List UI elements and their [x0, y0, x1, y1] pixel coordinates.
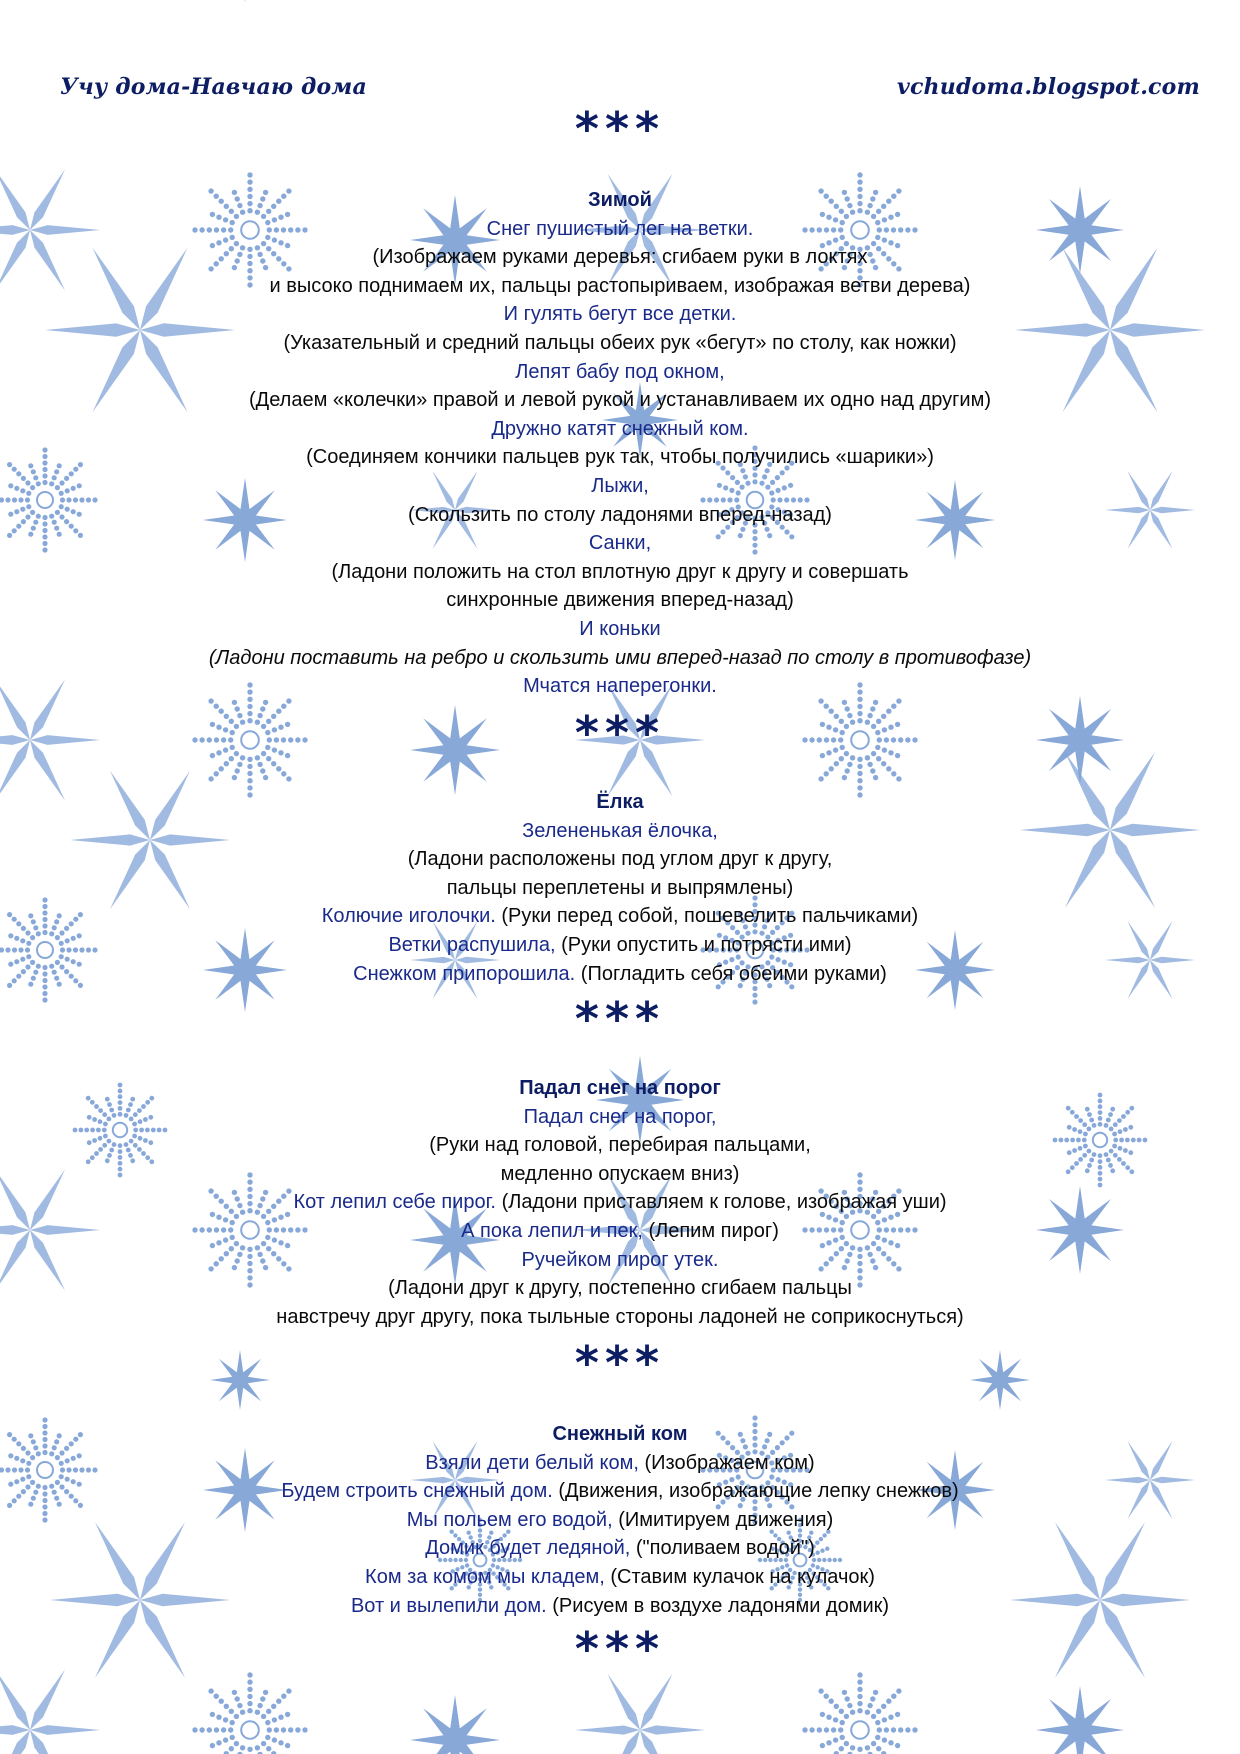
poem-title: Зимой: [588, 189, 652, 211]
verse-text: Лепят бабу под окном,: [515, 360, 725, 383]
poem-line: [0, 1160, 1240, 1189]
verse-text: Будем строить снежный дом.: [281, 1480, 559, 1503]
poem-line: [0, 1103, 1240, 1132]
poem-line: [0, 558, 1240, 587]
action-instruction: (Скользить по столу ладонями вперед-назад): [408, 503, 832, 526]
action-instruction: (Ставим кулачок на кулачок): [610, 1565, 875, 1588]
poem-line: [0, 874, 1240, 903]
verse-text: Кот лепил себе пирог.: [293, 1191, 502, 1214]
poem-title: Падал снег на порог: [519, 1077, 721, 1099]
poem-line: [0, 1274, 1240, 1303]
action-instruction: (Ладони приставляем к голове, изображая уши): [501, 1191, 947, 1214]
poem-title: Снежный ком: [552, 1423, 688, 1445]
verse-text: Колючие иголочки.: [321, 905, 502, 928]
action-instruction: (Ладони друг к другу, постепенно сгибаем пальцы: [388, 1277, 852, 1300]
verse-text: Ветки распушила,: [388, 933, 562, 956]
poem-line: [0, 1592, 1240, 1621]
poem-line: [0, 329, 1240, 358]
poem-line: [0, 443, 1240, 472]
action-instruction: и высоко поднимаем их, пальцы растопыриваем, изображая ветви дерева): [269, 274, 971, 297]
action-instruction: ("поливаем водой"): [635, 1537, 815, 1560]
action-instruction: (Ладони поставить на ребро и скользить ими вперед-назад по столу в противофазе): [208, 646, 1032, 669]
snowflake-sparkle-icon: [575, 1674, 705, 1754]
poem-padal-sneg: [0, 1074, 1240, 1331]
action-instruction: (Погладить себя обеими руками): [580, 962, 887, 985]
verse-text: Вот и вылепили дом.: [350, 1594, 553, 1617]
poem-snezhny-kom: [0, 1420, 1240, 1620]
action-instruction: (Руки опустить и потрясти ими): [561, 933, 852, 956]
poem-line: [0, 644, 1240, 673]
verse-text: Мы польем его водой,: [406, 1508, 619, 1531]
action-instruction: (Делаем «колечки» правой и левой рукой и устанавливаем их одно над другим): [249, 389, 991, 412]
poem-line: [0, 672, 1240, 701]
verse-text: Снег пушистый лег на ветки.: [486, 217, 754, 240]
page-header: [60, 74, 1200, 104]
poem-line: [0, 415, 1240, 444]
separator-stars: ***: [574, 1622, 666, 1676]
poem-line: [0, 586, 1240, 615]
poem-line: [0, 272, 1240, 301]
verse-text: И коньки: [579, 617, 661, 640]
verse-text: Ручейком пирог утек.: [521, 1248, 719, 1271]
poem-line: [0, 1563, 1240, 1592]
poem-line: [0, 1449, 1240, 1478]
verse-text: И гулять бегут все детки.: [503, 303, 737, 326]
poem-line: [0, 1217, 1240, 1246]
poem-line: [0, 1246, 1240, 1275]
snowflake-star-icon: [410, 1695, 500, 1754]
action-instruction: медленно опускаем вниз): [500, 1162, 740, 1185]
verse-text: Ком за комом мы кладем,: [365, 1565, 611, 1588]
poem-title: Ёлка: [596, 791, 644, 813]
action-instruction: (Движения, изображающие лепку снежков): [558, 1480, 959, 1503]
verse-text: Санки,: [588, 532, 652, 555]
action-instruction: (Лепим пирог): [648, 1219, 779, 1242]
snowflake-star-icon: [203, 0, 287, 2]
action-instruction: пальцы переплетены и выпрямлены): [446, 876, 794, 899]
snowflake-dotted-icon: [192, 1672, 307, 1754]
poem-line: [0, 960, 1240, 989]
action-instruction: (Ладони положить на стол вплотную друг к другу и совершать: [331, 560, 909, 583]
action-instruction: (Руки перед собой, пошевелить пальчиками): [501, 905, 919, 928]
verse-text: Зелененькая ёлочка,: [522, 819, 718, 842]
action-instruction: (Соединяем кончики пальцев рук так, чтобы получились «шарики»): [306, 446, 934, 469]
action-instruction: (Изображаем ком): [644, 1451, 815, 1474]
separator-stars: ***: [574, 992, 666, 1046]
verse-text: Домик будет ледяной,: [425, 1537, 636, 1560]
poem-line: [0, 931, 1240, 960]
action-instruction: (Имитируем движения): [618, 1508, 834, 1531]
action-instruction: (Ладони расположены под углом друг к другу,: [407, 848, 833, 871]
action-instruction: навстречу друг другу, пока тыльные стороны ладоней не соприкоснуться): [276, 1305, 964, 1328]
action-instruction: (Руки над головой, перебирая пальцами,: [429, 1134, 811, 1157]
poem-line: [0, 1188, 1240, 1217]
poem-line: [0, 472, 1240, 501]
snowflake-sparkle-icon: [0, 1669, 100, 1754]
poem-line: [0, 902, 1240, 931]
poem-line: [0, 501, 1240, 530]
poem-line: [0, 1303, 1240, 1332]
verse-text: А пока лепил и пек,: [461, 1219, 649, 1242]
poem-line: [0, 386, 1240, 415]
poem-yolka: [0, 788, 1240, 988]
poem-line: [0, 243, 1240, 272]
poem-line: [0, 1506, 1240, 1535]
site-url-right: vchudoma.blogspot.com: [896, 74, 1200, 100]
poem-line: [0, 215, 1240, 244]
action-instruction: (Рисуем в воздухе ладонями домик): [552, 1594, 890, 1617]
poem-zimoy: [0, 186, 1240, 701]
action-instruction: (Изображаем руками деревья: сгибаем руки в локтях: [372, 246, 868, 269]
snowflake-star-icon: [1036, 1686, 1124, 1754]
site-title-left: Учу дома-Навчаю дома: [60, 74, 367, 100]
poem-line: [0, 1477, 1240, 1506]
poem-line: [0, 615, 1240, 644]
verse-text: Лыжи,: [591, 474, 649, 497]
verse-text: Снежком припорошила.: [353, 962, 581, 985]
verse-text: Дружно катят снежный ком.: [491, 417, 749, 440]
poem-line: [0, 358, 1240, 387]
poem-line: [0, 1131, 1240, 1160]
poem-line: [0, 529, 1240, 558]
snowflake-dotted-icon: [802, 1672, 917, 1754]
separator-stars: ***: [574, 706, 666, 760]
action-instruction: синхронные движения вперед-назад): [446, 589, 794, 612]
separator-stars: ***: [574, 1336, 666, 1390]
verse-text: Мчатся наперегонки.: [523, 675, 717, 698]
poem-line: [0, 1534, 1240, 1563]
verse-text: Падал снег на порог,: [523, 1105, 717, 1128]
poem-line: [0, 817, 1240, 846]
action-instruction: (Указательный и средний пальцы обеих рук «бегут» по столу, как ножки): [283, 331, 957, 354]
separator-stars: ***: [574, 102, 666, 156]
verse-text: Взяли дети белый ком,: [425, 1451, 645, 1474]
poem-line: [0, 845, 1240, 874]
poem-line: [0, 300, 1240, 329]
